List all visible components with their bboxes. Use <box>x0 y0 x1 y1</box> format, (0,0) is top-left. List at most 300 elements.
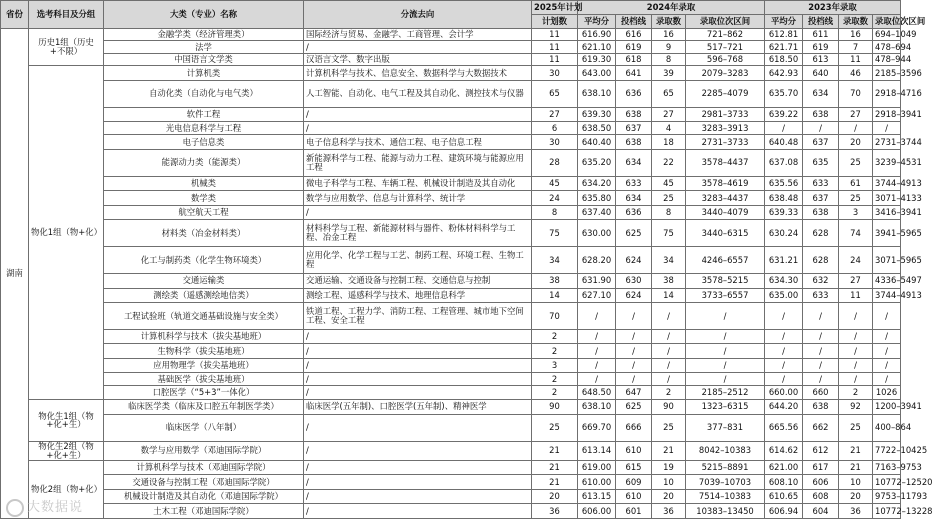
line-2024-cell: 634 <box>616 149 652 176</box>
major-cell: 数学类 <box>104 191 304 205</box>
direction-cell: / <box>304 504 532 519</box>
major-cell: 应用物理学（拔尖基地班） <box>104 358 304 372</box>
avg-2024-cell: 616.90 <box>578 29 616 41</box>
header-direction: 分流去向 <box>304 1 532 29</box>
line-2023-cell: 638 <box>803 205 839 219</box>
plan-cell: 6 <box>532 122 578 135</box>
rank-2023-cell: 1026 <box>873 385 901 399</box>
line-2023-cell: / <box>803 329 839 343</box>
avg-2024-cell: 639.30 <box>578 107 616 121</box>
avg-2023-cell: 639.33 <box>765 205 803 219</box>
rank-2023-cell: 478–944 <box>873 53 901 65</box>
direction-cell: 材料科学与工程、新能源材料与器件、粉体材料科学与工程、冶金工程 <box>304 220 532 247</box>
major-cell: 生物科学（拔尖基地班） <box>104 344 304 358</box>
rank-2024-cell: 3440–6315 <box>686 220 765 247</box>
plan-cell: 65 <box>532 80 578 107</box>
province-cell: 湖南 <box>1 29 29 519</box>
line-2024-cell: 647 <box>616 385 652 399</box>
direction-cell: 计算机科学与技术、信息安全、数据科学与大数据技术 <box>304 66 532 80</box>
table-row <box>1 176 901 190</box>
watermark: 大数据说 <box>6 496 83 517</box>
line-2024-cell: 615 <box>616 460 652 474</box>
admit-2024-cell: 45 <box>652 176 686 190</box>
admit-2023-cell: 74 <box>839 220 873 247</box>
avg-2024-cell: 619.30 <box>578 53 616 65</box>
rank-2023-cell: 2731–3744 <box>873 135 901 149</box>
header-avg-2024: 平均分 <box>578 15 616 29</box>
rank-2023-cell: / <box>873 358 901 372</box>
major-cell: 工程试验班（轨道交通基础设施与安全类） <box>104 302 304 329</box>
rank-2024-cell: 3440–4079 <box>686 205 765 219</box>
avg-2023-cell: / <box>765 344 803 358</box>
table-row <box>1 274 901 288</box>
direction-cell: 交通运输、交通设备与控制工程、交通信息与控制 <box>304 274 532 288</box>
avg-2023-cell: / <box>765 373 803 385</box>
major-cell: 计算机科学与技术（邓迪国际学院） <box>104 460 304 474</box>
table-row <box>1 53 901 65</box>
rank-2023-cell: 7722–10425 <box>873 441 901 460</box>
admit-2024-cell: 38 <box>652 274 686 288</box>
rank-2024-cell: 3283–4437 <box>686 191 765 205</box>
line-2023-cell: 633 <box>803 176 839 190</box>
admit-2024-cell: / <box>652 344 686 358</box>
avg-2024-cell: 635.20 <box>578 149 616 176</box>
plan-cell: 8 <box>532 205 578 219</box>
major-cell: 机械类 <box>104 176 304 190</box>
direction-cell: 临床医学(五年制)、口腔医学(五年制)、精神医学 <box>304 400 532 414</box>
direction-cell: 新能源科学与工程、能源与动力工程、建筑环境与能源应用工程 <box>304 149 532 176</box>
line-2023-cell: 628 <box>803 220 839 247</box>
line-2024-cell: 625 <box>616 400 652 414</box>
admit-2023-cell: 21 <box>839 460 873 474</box>
direction-cell: 国际经济与贸易、金融学、工商管理、会计学 <box>304 29 532 41</box>
rank-2024-cell: 8042–10383 <box>686 441 765 460</box>
major-cell: 土木工程（邓迪国际学院） <box>104 504 304 519</box>
rank-2023-cell: 3416–3941 <box>873 205 901 219</box>
line-2024-cell: 638 <box>616 107 652 121</box>
rank-2023-cell: / <box>873 329 901 343</box>
line-2024-cell: 638 <box>616 135 652 149</box>
header-line-2023: 投档线 <box>803 15 839 29</box>
rank-2023-cell: / <box>873 122 901 135</box>
avg-2023-cell: 635.00 <box>765 288 803 302</box>
avg-2024-cell: / <box>578 302 616 329</box>
line-2024-cell: 634 <box>616 191 652 205</box>
avg-2024-cell: / <box>578 373 616 385</box>
header-rank-2023: 录取位次区间 <box>873 15 901 29</box>
rank-2023-cell: 10772–13228 <box>873 504 901 519</box>
plan-cell: 2 <box>532 329 578 343</box>
admit-2024-cell: 2 <box>652 385 686 399</box>
rank-2024-cell: / <box>686 344 765 358</box>
avg-2024-cell: 638.50 <box>578 122 616 135</box>
line-2023-cell: / <box>803 373 839 385</box>
admit-2024-cell: 65 <box>652 80 686 107</box>
avg-2023-cell: 631.21 <box>765 247 803 274</box>
avg-2023-cell: 635.56 <box>765 176 803 190</box>
line-2024-cell: 666 <box>616 414 652 441</box>
rank-2024-cell: 3578–4437 <box>686 149 765 176</box>
admit-2023-cell: 3 <box>839 205 873 219</box>
rank-2024-cell: / <box>686 302 765 329</box>
line-2023-cell: 628 <box>803 247 839 274</box>
plan-cell: 2 <box>532 344 578 358</box>
plan-cell: 11 <box>532 53 578 65</box>
avg-2024-cell: 613.15 <box>578 489 616 503</box>
plan-cell: 30 <box>532 66 578 80</box>
avg-2024-cell: 610.00 <box>578 475 616 489</box>
plan-cell: 30 <box>532 135 578 149</box>
header-line-2024: 投档线 <box>616 15 652 29</box>
rank-2023-cell: 2185–3596 <box>873 66 901 80</box>
rank-2024-cell: 7514–10383 <box>686 489 765 503</box>
direction-cell: 人工智能、自动化、电气工程及其自动化、测控技术与仪器 <box>304 80 532 107</box>
rank-2024-cell: 377–831 <box>686 414 765 441</box>
rank-2024-cell: 5215–8891 <box>686 460 765 474</box>
line-2023-cell: 637 <box>803 191 839 205</box>
admit-2024-cell: 8 <box>652 205 686 219</box>
rank-2023-cell: 10772–12520 <box>873 475 901 489</box>
table-row <box>1 191 901 205</box>
admit-2023-cell: 20 <box>839 135 873 149</box>
admit-2023-cell: 61 <box>839 176 873 190</box>
line-2024-cell: 609 <box>616 475 652 489</box>
line-2024-cell: / <box>616 373 652 385</box>
major-cell: 计算机类 <box>104 66 304 80</box>
admit-2024-cell: 9 <box>652 41 686 53</box>
line-2024-cell: 616 <box>616 29 652 41</box>
avg-2024-cell: 630.00 <box>578 220 616 247</box>
avg-2024-cell: 634.20 <box>578 176 616 190</box>
avg-2023-cell: 638.48 <box>765 191 803 205</box>
plan-cell: 38 <box>532 274 578 288</box>
plan-cell: 11 <box>532 41 578 53</box>
rank-2024-cell: 2185–2512 <box>686 385 765 399</box>
admit-2024-cell: 34 <box>652 247 686 274</box>
avg-2023-cell: 642.93 <box>765 66 803 80</box>
admit-2024-cell: 25 <box>652 191 686 205</box>
avg-2024-cell: 628.20 <box>578 247 616 274</box>
line-2023-cell: 640 <box>803 66 839 80</box>
subject-group-cell: 物化生2组（物+化+生） <box>29 441 104 460</box>
table-row <box>1 149 901 176</box>
major-cell: 航空航天工程 <box>104 205 304 219</box>
line-2023-cell: / <box>803 358 839 372</box>
major-cell: 法学 <box>104 41 304 53</box>
header-province: 省份 <box>1 1 29 29</box>
admit-2024-cell: 22 <box>652 149 686 176</box>
table-row <box>1 329 901 343</box>
header-admit-2023: 录取数 <box>839 15 873 29</box>
major-cell: 基础医学（拔尖基地班） <box>104 373 304 385</box>
avg-2023-cell: 610.65 <box>765 489 803 503</box>
plan-cell: 2 <box>532 373 578 385</box>
avg-2024-cell: 619.00 <box>578 460 616 474</box>
table-row <box>1 41 901 53</box>
major-cell: 临床医学类（临床及口腔五年制医学类） <box>104 400 304 414</box>
avg-2023-cell: 665.56 <box>765 414 803 441</box>
admit-2023-cell: 25 <box>839 149 873 176</box>
admit-2023-cell: 46 <box>839 66 873 80</box>
major-cell: 交通运输类 <box>104 274 304 288</box>
line-2023-cell: 637 <box>803 135 839 149</box>
admit-2024-cell: 8 <box>652 53 686 65</box>
admit-2024-cell: 4 <box>652 122 686 135</box>
major-cell: 数学与应用数学（邓迪国际学院） <box>104 441 304 460</box>
line-2023-cell: 613 <box>803 53 839 65</box>
avg-2024-cell: / <box>578 329 616 343</box>
admit-2023-cell: 27 <box>839 107 873 121</box>
direction-cell: / <box>304 344 532 358</box>
rank-2024-cell: 596–768 <box>686 53 765 65</box>
avg-2023-cell: 614.62 <box>765 441 803 460</box>
table-row <box>1 441 901 460</box>
table-row <box>1 373 901 385</box>
table-row <box>1 400 901 414</box>
admit-2024-cell: 10 <box>652 475 686 489</box>
plan-cell: 25 <box>532 414 578 441</box>
avg-2024-cell: 635.80 <box>578 191 616 205</box>
rank-2024-cell: 1323–6315 <box>686 400 765 414</box>
table-row <box>1 475 901 489</box>
rank-2023-cell: 4336–5497 <box>873 274 901 288</box>
avg-2024-cell: 637.40 <box>578 205 616 219</box>
line-2024-cell: 610 <box>616 441 652 460</box>
admit-2024-cell: 27 <box>652 107 686 121</box>
rank-2023-cell: 7163–9753 <box>873 460 901 474</box>
admit-2023-cell: / <box>839 344 873 358</box>
admit-2023-cell: 27 <box>839 274 873 288</box>
major-cell: 化工与制药类（化学生物环境类） <box>104 247 304 274</box>
line-2024-cell: / <box>616 358 652 372</box>
line-2023-cell: / <box>803 122 839 135</box>
avg-2023-cell: 644.20 <box>765 400 803 414</box>
line-2023-cell: 617 <box>803 460 839 474</box>
plan-cell: 21 <box>532 475 578 489</box>
avg-2023-cell: 640.48 <box>765 135 803 149</box>
header-admit-2024: 录取数 <box>652 15 686 29</box>
avg-2023-cell: 606.94 <box>765 504 803 519</box>
admit-2023-cell: / <box>839 122 873 135</box>
major-cell: 自动化类（自动化与电气类） <box>104 80 304 107</box>
rank-2023-cell: 3071–4133 <box>873 191 901 205</box>
table-row <box>1 358 901 372</box>
table-row <box>1 504 901 519</box>
line-2024-cell: 624 <box>616 247 652 274</box>
avg-2024-cell: 631.90 <box>578 274 616 288</box>
line-2024-cell: 636 <box>616 205 652 219</box>
major-cell: 金融学类（经济管理类） <box>104 29 304 41</box>
avg-2023-cell: 639.22 <box>765 107 803 121</box>
avg-2023-cell: 660.00 <box>765 385 803 399</box>
line-2023-cell: 638 <box>803 400 839 414</box>
admit-2023-cell: 16 <box>839 29 873 41</box>
header-major: 大类（专业）名称 <box>104 1 304 29</box>
direction-cell: / <box>304 41 532 53</box>
avg-2024-cell: 638.10 <box>578 80 616 107</box>
plan-cell: 36 <box>532 504 578 519</box>
rank-2023-cell: 1200–3941 <box>873 400 901 414</box>
avg-2024-cell: 606.00 <box>578 504 616 519</box>
admit-2023-cell: 7 <box>839 41 873 53</box>
rank-2024-cell: 2285–4079 <box>686 80 765 107</box>
rank-2023-cell: 9753–11793 <box>873 489 901 503</box>
avg-2023-cell: / <box>765 358 803 372</box>
table-row <box>1 80 901 107</box>
line-2023-cell: 619 <box>803 41 839 53</box>
major-cell: 临床医学（八年制） <box>104 414 304 441</box>
admit-2023-cell: / <box>839 358 873 372</box>
header-2024: 2024年录取 <box>578 1 765 15</box>
rank-2024-cell: 3578–5215 <box>686 274 765 288</box>
admit-2023-cell: 21 <box>839 441 873 460</box>
admit-2023-cell: 10 <box>839 475 873 489</box>
rank-2024-cell: 3283–3913 <box>686 122 765 135</box>
rank-2024-cell: 2079–3283 <box>686 66 765 80</box>
direction-cell: / <box>304 460 532 474</box>
admit-2023-cell: / <box>839 302 873 329</box>
line-2023-cell: / <box>803 344 839 358</box>
major-cell: 电子信息类 <box>104 135 304 149</box>
table-row <box>1 122 901 135</box>
avg-2023-cell: 630.24 <box>765 220 803 247</box>
admit-2023-cell: 2 <box>839 385 873 399</box>
subject-group-cell: 物化2组（物+化） <box>29 460 104 518</box>
avg-2023-cell: 618.50 <box>765 53 803 65</box>
admit-2024-cell: 14 <box>652 288 686 302</box>
table-row <box>1 247 901 274</box>
plan-cell: 14 <box>532 288 578 302</box>
subject-group-cell: 历史1组（历史+不限） <box>29 29 104 66</box>
admit-2024-cell: / <box>652 302 686 329</box>
avg-2023-cell: 621.71 <box>765 41 803 53</box>
line-2023-cell: 612 <box>803 441 839 460</box>
direction-cell: / <box>304 107 532 121</box>
plan-cell: 21 <box>532 460 578 474</box>
avg-2024-cell: 627.10 <box>578 288 616 302</box>
avg-2024-cell: 669.70 <box>578 414 616 441</box>
direction-cell: 电子信息科学与技术、通信工程、电子信息工程 <box>304 135 532 149</box>
line-2023-cell: 660 <box>803 385 839 399</box>
rank-2023-cell: / <box>873 302 901 329</box>
table-row <box>1 460 901 474</box>
plan-cell: 34 <box>532 247 578 274</box>
admit-2023-cell: 25 <box>839 191 873 205</box>
rank-2023-cell: 2918–3941 <box>873 107 901 121</box>
direction-cell: 数学与应用数学、信息与计算科学、统计学 <box>304 191 532 205</box>
major-cell: 材料类（冶金材料类） <box>104 220 304 247</box>
table-row <box>1 385 901 399</box>
plan-cell: 2 <box>532 385 578 399</box>
direction-cell: 测绘工程、遥感科学与技术、地理信息科学 <box>304 288 532 302</box>
rank-2024-cell: 7039–10703 <box>686 475 765 489</box>
rank-2024-cell: 2981–3733 <box>686 107 765 121</box>
admit-2024-cell: / <box>652 373 686 385</box>
plan-cell: 21 <box>532 441 578 460</box>
major-cell: 软件工程 <box>104 107 304 121</box>
admit-2023-cell: 11 <box>839 288 873 302</box>
table-row <box>1 135 901 149</box>
rank-2023-cell: / <box>873 344 901 358</box>
table-row <box>1 344 901 358</box>
direction-cell: 铁道工程、工程力学、消防工程、工程管理、城市地下空间工程、安全工程 <box>304 302 532 329</box>
avg-2023-cell: / <box>765 329 803 343</box>
avg-2024-cell: 648.50 <box>578 385 616 399</box>
avg-2023-cell: 612.81 <box>765 29 803 41</box>
plan-cell: 27 <box>532 107 578 121</box>
major-cell: 中国语言文学类 <box>104 53 304 65</box>
avg-2023-cell: / <box>765 302 803 329</box>
rank-2024-cell: / <box>686 373 765 385</box>
admit-2024-cell: 90 <box>652 400 686 414</box>
table-row <box>1 205 901 219</box>
rank-2023-cell: / <box>873 373 901 385</box>
line-2024-cell: / <box>616 302 652 329</box>
line-2023-cell: 604 <box>803 504 839 519</box>
direction-cell: / <box>304 441 532 460</box>
table-row <box>1 489 901 503</box>
rank-2023-cell: 3239–4531 <box>873 149 901 176</box>
subject-group-cell: 物化生1组（物+化+生） <box>29 400 104 441</box>
table-row <box>1 302 901 329</box>
line-2024-cell: 636 <box>616 80 652 107</box>
plan-cell: 11 <box>532 29 578 41</box>
admit-2024-cell: 18 <box>652 135 686 149</box>
line-2023-cell: 662 <box>803 414 839 441</box>
plan-cell: 45 <box>532 176 578 190</box>
line-2024-cell: 624 <box>616 288 652 302</box>
direction-cell: / <box>304 414 532 441</box>
rank-2024-cell: 721–862 <box>686 29 765 41</box>
table-row <box>1 29 901 41</box>
major-cell: 口腔医学（“5+3”一体化） <box>104 385 304 399</box>
plan-cell: 3 <box>532 358 578 372</box>
line-2023-cell: 611 <box>803 29 839 41</box>
header-subject: 选考科目及分组 <box>29 1 104 29</box>
plan-cell: 90 <box>532 400 578 414</box>
admit-2023-cell: 20 <box>839 489 873 503</box>
direction-cell: / <box>304 385 532 399</box>
line-2023-cell: 632 <box>803 274 839 288</box>
rank-2023-cell: 2918–4716 <box>873 80 901 107</box>
admit-2024-cell: 39 <box>652 66 686 80</box>
avg-2023-cell: 634.30 <box>765 274 803 288</box>
line-2024-cell: 618 <box>616 53 652 65</box>
admit-2023-cell: 24 <box>839 247 873 274</box>
rank-2024-cell: 4246–6557 <box>686 247 765 274</box>
admit-2023-cell: 11 <box>839 53 873 65</box>
plan-cell: 24 <box>532 191 578 205</box>
line-2024-cell: 637 <box>616 122 652 135</box>
avg-2024-cell: 643.00 <box>578 66 616 80</box>
direction-cell: / <box>304 358 532 372</box>
line-2023-cell: 608 <box>803 489 839 503</box>
major-cell: 能源动力类（能源类） <box>104 149 304 176</box>
plan-cell: 28 <box>532 149 578 176</box>
table-row <box>1 66 901 80</box>
rank-2024-cell: / <box>686 329 765 343</box>
avg-2024-cell: 638.10 <box>578 400 616 414</box>
avg-2024-cell: 613.14 <box>578 441 616 460</box>
direction-cell: / <box>304 205 532 219</box>
avg-2024-cell: / <box>578 344 616 358</box>
admit-2024-cell: 19 <box>652 460 686 474</box>
rank-2023-cell: 478–694 <box>873 41 901 53</box>
major-cell: 交通设备与控制工程（邓迪国际学院） <box>104 475 304 489</box>
avg-2024-cell: 621.10 <box>578 41 616 53</box>
header-avg-2023: 平均分 <box>765 15 803 29</box>
line-2023-cell: 634 <box>803 80 839 107</box>
